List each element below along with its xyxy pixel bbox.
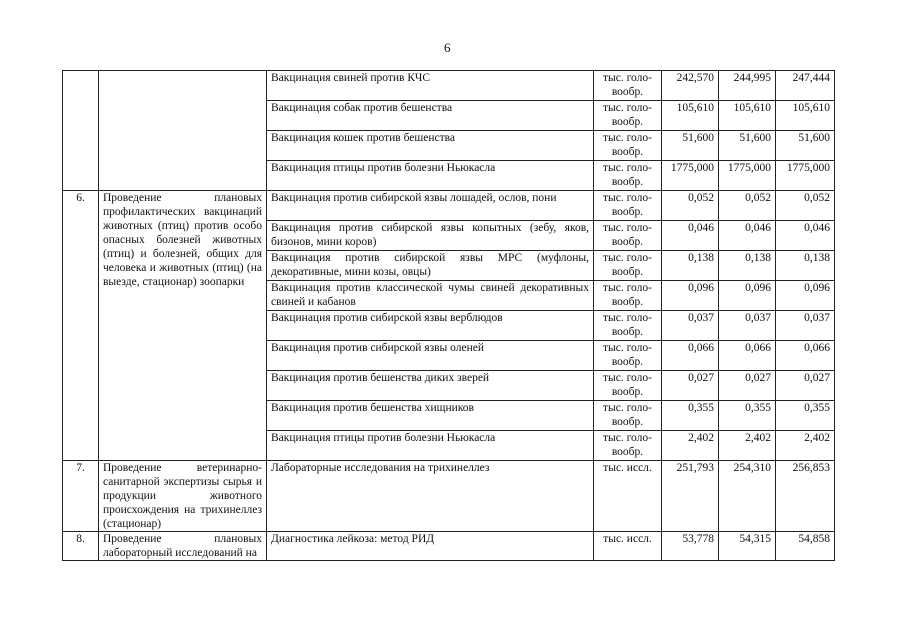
value-cell: 1775,000 xyxy=(662,161,719,191)
value-cell: 0,066 xyxy=(662,341,719,371)
event-cell: Проведение ветеринарно-санитарной экспертизы сырья и продукции животного происхождения на трихинеллез (стационар) xyxy=(99,461,267,532)
work-cell: Вакцинация против классической чумы свиней декоративных свиней и кабанов xyxy=(267,281,594,311)
value-cell: 2,402 xyxy=(662,431,719,461)
value-cell: 0,355 xyxy=(776,401,835,431)
row-number-cell xyxy=(63,71,99,191)
work-cell: Вакцинация против сибирской язвы верблюдов xyxy=(267,311,594,341)
value-cell: 51,600 xyxy=(662,131,719,161)
value-cell: 242,570 xyxy=(662,71,719,101)
row-number-cell: 6. xyxy=(63,191,99,461)
unit-cell: тыс. голо- вообр. xyxy=(594,281,662,311)
unit-cell: тыс. голо- вообр. xyxy=(594,401,662,431)
value-cell: 0,138 xyxy=(662,251,719,281)
value-cell: 54,858 xyxy=(776,532,835,561)
value-cell: 0,027 xyxy=(719,371,776,401)
work-cell: Вакцинация птицы против болезни Ньюкасла xyxy=(267,161,594,191)
unit-cell: тыс. голо- вообр. xyxy=(594,101,662,131)
unit-cell: тыс. голо- вообр. xyxy=(594,251,662,281)
value-cell: 247,444 xyxy=(776,71,835,101)
value-cell: 0,046 xyxy=(776,221,835,251)
value-cell: 105,610 xyxy=(719,101,776,131)
value-cell: 0,037 xyxy=(776,311,835,341)
value-cell: 0,027 xyxy=(662,371,719,401)
unit-cell: тыс. голо- вообр. xyxy=(594,311,662,341)
table-row xyxy=(63,461,835,532)
value-cell: 2,402 xyxy=(776,431,835,461)
page-number: 6 xyxy=(444,40,451,55)
value-cell: 0,046 xyxy=(662,221,719,251)
unit-cell: тыс. голо- вообр. xyxy=(594,131,662,161)
work-cell: Вакцинация птицы против болезни Ньюкасла xyxy=(267,431,594,461)
unit-cell: тыс. иссл. xyxy=(594,461,662,532)
table-row xyxy=(63,532,835,561)
row-number-cell: 8. xyxy=(63,532,99,561)
value-cell: 0,138 xyxy=(719,251,776,281)
value-cell: 105,610 xyxy=(776,101,835,131)
unit-cell: тыс. голо- вообр. xyxy=(594,191,662,221)
value-cell: 0,096 xyxy=(776,281,835,311)
value-cell: 1775,000 xyxy=(719,161,776,191)
work-cell: Вакцинация против бешенства хищников xyxy=(267,401,594,431)
value-cell: 244,995 xyxy=(719,71,776,101)
unit-cell: тыс. голо- вообр. xyxy=(594,341,662,371)
value-cell: 0,037 xyxy=(719,311,776,341)
value-cell: 51,600 xyxy=(776,131,835,161)
table-row xyxy=(63,191,835,221)
value-cell: 251,793 xyxy=(662,461,719,532)
work-cell: Вакцинация против бешенства диких зверей xyxy=(267,371,594,401)
event-cell: Проведение плановых профилактических вакцинаций животных (птиц) против особо опасных болезней животных (птиц) и болезней, общих для человека и животных (птиц) (на выезде, стационар) зоопарки xyxy=(99,191,267,461)
work-cell: Вакцинация против сибирской язвы МРС (муфлоны, декоративные, мини козы, овцы) xyxy=(267,251,594,281)
value-cell: 0,052 xyxy=(662,191,719,221)
unit-cell: тыс. голо- вообр. xyxy=(594,161,662,191)
work-cell: Вакцинация собак против бешенства xyxy=(267,101,594,131)
value-cell: 1775,000 xyxy=(776,161,835,191)
value-cell: 0,066 xyxy=(719,341,776,371)
work-cell: Диагностика лейкоза: метод РИД xyxy=(267,532,594,561)
value-cell: 254,310 xyxy=(719,461,776,532)
value-cell: 0,096 xyxy=(719,281,776,311)
value-cell: 0,096 xyxy=(662,281,719,311)
work-cell: Вакцинация против сибирской язвы копытных (зебу, яков, бизонов, мини коров) xyxy=(267,221,594,251)
value-cell: 2,402 xyxy=(719,431,776,461)
unit-cell: тыс. голо- вообр. xyxy=(594,431,662,461)
value-cell: 0,046 xyxy=(719,221,776,251)
unit-cell: тыс. голо- вообр. xyxy=(594,221,662,251)
value-cell: 0,052 xyxy=(719,191,776,221)
unit-cell: тыс. иссл. xyxy=(594,532,662,561)
value-cell: 0,355 xyxy=(662,401,719,431)
work-cell: Вакцинация кошек против бешенства xyxy=(267,131,594,161)
value-cell: 53,778 xyxy=(662,532,719,561)
row-number-cell: 7. xyxy=(63,461,99,532)
unit-cell: тыс. голо- вообр. xyxy=(594,371,662,401)
value-cell: 54,315 xyxy=(719,532,776,561)
value-cell: 105,610 xyxy=(662,101,719,131)
unit-cell: тыс. голо- вообр. xyxy=(594,71,662,101)
event-cell xyxy=(99,71,267,191)
work-cell: Вакцинация свиней против КЧС xyxy=(267,71,594,101)
value-cell: 0,037 xyxy=(662,311,719,341)
value-cell: 0,138 xyxy=(776,251,835,281)
work-cell: Вакцинация против сибирской язвы оленей xyxy=(267,341,594,371)
table-row xyxy=(63,71,835,101)
event-cell: Проведение плановых лабораторный исследований на xyxy=(99,532,267,561)
value-cell: 0,027 xyxy=(776,371,835,401)
value-cell: 0,355 xyxy=(719,401,776,431)
value-cell: 256,853 xyxy=(776,461,835,532)
work-cell: Вакцинация против сибирской язвы лошадей, ослов, пони xyxy=(267,191,594,221)
value-cell: 0,066 xyxy=(776,341,835,371)
activities-table xyxy=(62,70,835,561)
work-cell: Лабораторные исследования на трихинеллез xyxy=(267,461,594,532)
value-cell: 51,600 xyxy=(719,131,776,161)
value-cell: 0,052 xyxy=(776,191,835,221)
